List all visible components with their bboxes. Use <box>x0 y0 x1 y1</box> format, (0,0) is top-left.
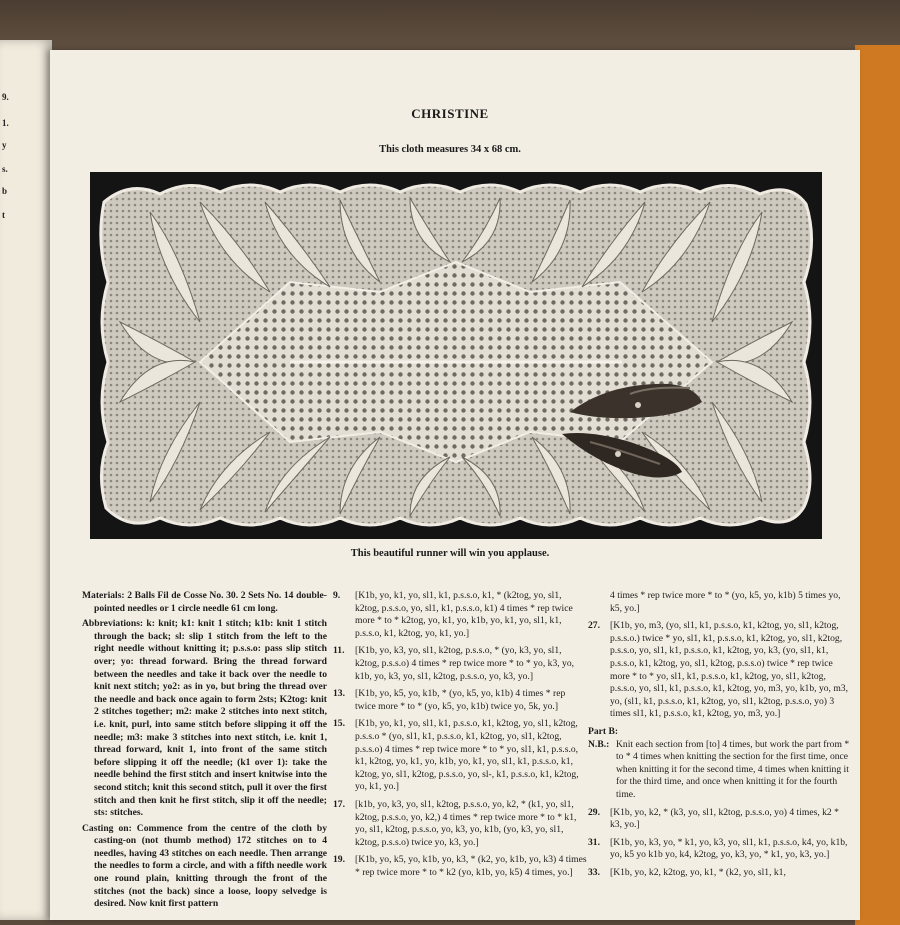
casting-on-text: Casting on: Commence from the centre of the cloth by casting-on (not thumb method) 172 stitches on to 4 needles, having 43 stitches on each needle. Then arrange the needles to form a circle, and with a fifth needle work one round plain, knitting through the front of the stitches (not the back) since a loose, loopy selvedge is desired. Now knit first pattern <box>82 822 327 910</box>
pattern-row <box>333 590 588 640</box>
rows-column-3 <box>588 590 850 884</box>
row-text: [K1b, yo, k2, k2tog, yo, k1, * (k2, yo, sl1, k1, <box>610 866 786 878</box>
left-fragment: 1. <box>2 118 9 128</box>
photo-caption: This beautiful runner will win you applause. <box>350 548 550 559</box>
materials-column <box>82 590 327 914</box>
left-fragment: y <box>2 140 7 150</box>
row-number: 15. <box>333 718 345 730</box>
note-text: Knit each section from [to] 4 times, but work the part from * to * 4 times when knitting the section for the first time, once when knitting it for the second time, 4 times when knitting it for the third time, and once when knitting it for the fourth time. <box>616 738 850 800</box>
pattern-measure: This cloth measures 34 x 68 cm. <box>379 144 521 155</box>
pattern-title: CHRISTINE <box>411 106 489 121</box>
row-number: 9. <box>333 590 341 601</box>
row-number: 17. <box>333 798 345 810</box>
row-text: [K1b, yo, k1, yo, sl1, k1, p.s.s.o, k1, * (k2tog, yo, sl1, k2tog, p.s.s.o, yo, sl1, k1, p.s.s.o, k1) 4 times * rep twice more * to * k2tog, yo, k1, yo, k1b, yo, k1, yo, sl1, k1, p.s.s.o, k1, k2tog, yo, k1, yo.] <box>355 590 573 639</box>
row-text: [K1b, yo, m3, (yo, sl1, k1, p.s.s.o, k1, k2tog, yo, sl1, k2tog, p.s.s.o.) twice * yo, sl1, k1, p.s.s.o, k1, k2tog, yo, sl1, k2tog, p.s.s.o, yo, sl1, k1, p.s.s.o, k1, k2tog, yo, k3, (yo, sl1, k1, p.s.s.o, k1, k2tog, yo, sl1, k2tog, p.s.s.o) twice * rep twice more * to * yo, sl1, k1, p.s.s.o, k1, k2tog, yo, sl1, k2tog, p.s.s.o, yo, sl1, k1, p.s.s.o, k1, k2tog, yo, m3, yo, k1b, yo, m3, yo, (sl1, k1, p.s.s.o, k1, k2tog, yo, sl1, k2tog, p.s.s.o, yo) 3 times sl1, k1, p.s.s.o, k1, k2tog, yo, m3, yo.] <box>610 620 848 720</box>
row-text: [K1b, yo, k5, yo, k1b, yo, k3, * (k2, yo, k1b, yo, k3) 4 times * rep twice more * to * k2 (yo, k1b, yo, k5) 4 times, yo.] <box>355 854 587 878</box>
pattern-row <box>333 688 588 713</box>
row-text: [K1b, yo, k1, yo, sl1, k1, p.s.s.o, k1, k2tog, yo, sl1, k2tog, p.s.s.o * (yo, sl1, k1, p.s.s.o, k1, k2tog, yo, sl1, k2tog, p.s.s.o) 4 times * rep twice more * to * yo, sl1, k1, p.s.s.o, k1, k2tog, yo, k1, yo, k1b, yo, k1, yo, sl1, k1, p.s.s.o, k1, k2tog, yo, sl1, k2tog, p.s.s.o, yo, sl-, k1, p.s.s.o, k1, k2tog, yo, k1, yo.] <box>355 718 579 793</box>
pattern-row <box>333 854 588 879</box>
row-number: 11. <box>333 645 345 657</box>
rows-column-2 <box>333 590 588 884</box>
row-text: [K1b, yo, k3, yo, * k1, yo, k3, yo, sl1, k1, p.s.s.o, k4, yo, k1b, yo, k5 yo k1b yo, k4, k2tog, yo, k3, yo, * k1, yo, k3, yo.] <box>610 836 848 861</box>
pattern-row <box>588 620 850 721</box>
pattern-row <box>333 718 588 794</box>
pattern-row <box>333 799 588 849</box>
left-fragment: s. <box>2 164 8 174</box>
abbreviations-text: Abbreviations: k: knit; k1: knit 1 stitch; k1b: knit 1 stitch through the back; sl: slip 1 stitch from the left to the right needle without knitting it; p.s.s.o: pass slip stitch over; yo: thread forward. Bring the thread forward between the needles and take it back over the needle to knit next stitch; yo2: as in yo, but bring the thread over the needle and back once again to form 2sts; K2tog: knit 2 stitches together; m2: make 2 stitches into next stitch, i.e. knit, purl, into same stitch before slipping it off the needle; m3: make 3 stitches into next stitch, i.e. knit 1, thread forward, knit 1, into front of the same stitch before slipping it off the needle; (k1 over 1): take the needle behind the first stitch and insert knitwise into the second stitch; knit this second stitch, pull it over the first stitch and then knit he first stitch, slip it off the needle; sts: stitches. <box>82 618 327 819</box>
row-number: 19. <box>333 854 345 866</box>
book-edge <box>855 45 900 925</box>
row-number: 29. <box>588 806 600 818</box>
row-number: 27. <box>588 620 600 632</box>
row-number: 33. <box>588 866 600 878</box>
row-text: [K1b, yo, k3, yo, sl1, k2tog, p.s.s.o, * (yo, k3, yo, sl1, k2tog, p.s.s.o) 4 times * rep twice more * to * yo, k3, yo, k1b, yo, k3, yo, sl1, k2tog, p.s.s.o, yo, k3, yo.] <box>355 645 575 682</box>
part-b-heading: Part B: <box>588 725 619 737</box>
materials-text: Materials: 2 Balls Fil de Cosse No. 30. 2 Sets No. 14 double-pointed needles or 1 circle needle 61 cm long. <box>82 590 327 614</box>
left-fragment: 9. <box>2 92 9 102</box>
row-text: [k1b, yo, k3, yo, sl1, k2tog, p.s.s.o, yo, k2, * (k1, yo, sl1, k2tog, p.s.s.o, yo, k2,) 4 times * rep twice more * to * k1, yo, sl1, k2tog, p.s.s.o, yo, k3, yo, k1b, (yo, k3, yo, sl1, k2tog, p.s.s.o) twice yo, k3, yo.] <box>355 798 577 848</box>
row-text: [K1b, yo, k5, yo, k1b, * (yo, k5, yo, k1b) 4 times * rep twice more * to * (yo, k5, yo, k1b) twice yo, 5k, yo.] <box>355 688 566 712</box>
left-page <box>0 40 52 920</box>
pattern-row <box>588 837 850 862</box>
lace-runner-illustration <box>90 172 822 539</box>
left-fragment: t <box>2 210 5 220</box>
pattern-row <box>588 807 850 832</box>
row-continuation: 4 times * rep twice more * to * (yo, k5, yo, k1b) 5 times yo, k5, yo.] <box>610 590 841 614</box>
lace-runner-photo <box>90 172 822 539</box>
row-text: [K1b, yo, k2, * (k3, yo, sl1, k2tog, p.s.s.o, yo) 4 times, k2 * k3, yo.] <box>610 806 839 831</box>
pattern-row <box>588 867 850 880</box>
row-number: 13. <box>333 688 345 700</box>
note-label: N.B.: <box>588 738 610 750</box>
row-number: 31. <box>588 836 600 848</box>
left-fragment: b <box>2 186 8 196</box>
pattern-row <box>333 645 588 683</box>
part-b-note <box>588 739 850 802</box>
